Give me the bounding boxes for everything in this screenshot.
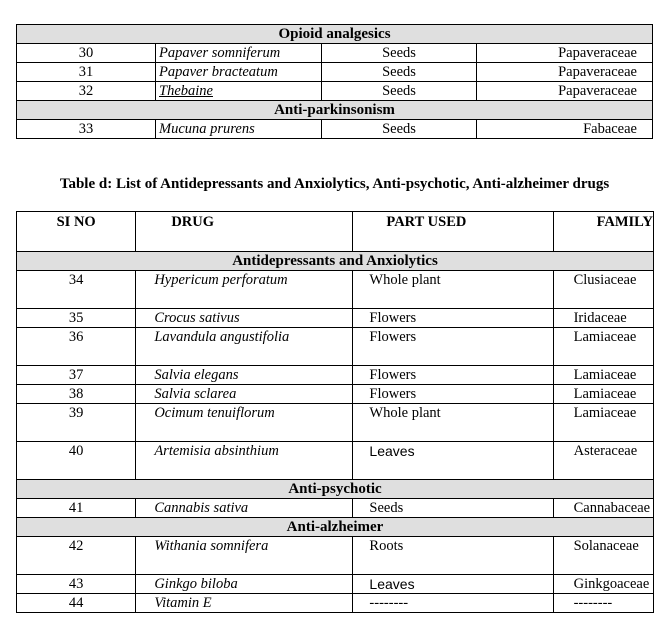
table-row: [17, 594, 654, 613]
row-number: 43: [17, 575, 136, 594]
header-drug: DRUG: [136, 212, 353, 252]
part-used: Whole plant: [353, 404, 553, 442]
table-row: [17, 328, 654, 366]
drug-name: Crocus sativus: [136, 309, 353, 328]
table-row: [17, 271, 654, 309]
row-number: 31: [17, 63, 156, 82]
table-row: [17, 404, 654, 442]
family: Lamiaceae: [553, 328, 653, 366]
table-row: [17, 309, 654, 328]
drug-name: Ocimum tenuiflorum: [136, 404, 353, 442]
row-number: 33: [17, 120, 156, 139]
table-row: [17, 575, 654, 594]
part-used: Seeds: [322, 82, 477, 101]
part-used: Flowers: [353, 328, 553, 366]
table-row: [17, 537, 654, 575]
section-title: Anti-psychotic: [17, 480, 654, 499]
opioid-table: [16, 24, 653, 139]
row-number: 41: [17, 499, 136, 518]
drug-name: Thebaine: [156, 82, 322, 101]
part-used: --------: [353, 594, 553, 613]
drug-name: Withania somnifera: [136, 537, 353, 575]
part-used: Roots: [353, 537, 553, 575]
part-used: Flowers: [353, 366, 553, 385]
part-used: Flowers: [353, 385, 553, 404]
table-caption: Table d: List of Antidepressants and Anxiolytics, Anti-psychotic, Anti-alzheimer drugs: [59, 176, 610, 192]
section-title: Antidepressants and Anxiolytics: [17, 252, 654, 271]
row-number: 44: [17, 594, 136, 613]
row-number: 38: [17, 385, 136, 404]
header-family: FAMILY: [553, 212, 653, 252]
header-row: [17, 212, 654, 252]
row-number: 30: [17, 44, 156, 63]
drug-name: Ginkgo biloba: [136, 575, 353, 594]
drug-name: Artemisia absinthium: [136, 442, 353, 480]
part-used: Whole plant: [353, 271, 553, 309]
row-number: 42: [17, 537, 136, 575]
row-number: 32: [17, 82, 156, 101]
family: Lamiaceae: [553, 366, 653, 385]
family: Iridaceae: [553, 309, 653, 328]
family: Lamiaceae: [553, 385, 653, 404]
section-row: [17, 25, 653, 44]
family: Papaveraceae: [477, 44, 653, 63]
section-row: [17, 101, 653, 120]
row-number: 36: [17, 328, 136, 366]
family: Papaveraceae: [477, 63, 653, 82]
row-number: 37: [17, 366, 136, 385]
drug-name: Papaver somniferum: [156, 44, 322, 63]
table-row: [17, 63, 653, 82]
drug-name: Papaver bracteatum: [156, 63, 322, 82]
table-row: [17, 120, 653, 139]
section-row: [17, 518, 654, 537]
table-row: [17, 385, 654, 404]
section-title: Anti-parkinsonism: [17, 101, 653, 120]
part-used: Leaves: [353, 575, 553, 594]
drug-name: Vitamin E: [136, 594, 353, 613]
family: Solanaceae: [553, 537, 653, 575]
family: Ginkgoaceae: [553, 575, 653, 594]
drug-name: Salvia elegans: [136, 366, 353, 385]
family: --------: [553, 594, 653, 613]
section-title: Opioid analgesics: [17, 25, 653, 44]
family: Cannabaceae: [553, 499, 653, 518]
drug-name: Salvia sclarea: [136, 385, 353, 404]
table-row: [17, 499, 654, 518]
part-used: Seeds: [322, 44, 477, 63]
row-number: 39: [17, 404, 136, 442]
table-row: [17, 44, 653, 63]
header-part-used: PART USED: [353, 212, 553, 252]
row-number: 40: [17, 442, 136, 480]
header-sino: SI NO: [17, 212, 136, 252]
drug-name: Lavandula angustifolia: [136, 328, 353, 366]
table-row: [17, 366, 654, 385]
part-used: Flowers: [353, 309, 553, 328]
section-row: [17, 480, 654, 499]
family: Clusiaceae: [553, 271, 653, 309]
family: Lamiaceae: [553, 404, 653, 442]
family: Asteraceae: [553, 442, 653, 480]
section-row: [17, 252, 654, 271]
table-row: [17, 82, 653, 101]
family: Papaveraceae: [477, 82, 653, 101]
table-row: [17, 442, 654, 480]
row-number: 34: [17, 271, 136, 309]
part-used: Seeds: [322, 120, 477, 139]
part-used: Seeds: [322, 63, 477, 82]
section-title: Anti-alzheimer: [17, 518, 654, 537]
drug-name: Mucuna prurens: [156, 120, 322, 139]
part-used: Seeds: [353, 499, 553, 518]
row-number: 35: [17, 309, 136, 328]
drugs-table: [16, 211, 654, 613]
drug-name: Hypericum perforatum: [136, 271, 353, 309]
drug-name: Cannabis sativa: [136, 499, 353, 518]
family: Fabaceae: [477, 120, 653, 139]
part-used: Leaves: [353, 442, 553, 480]
